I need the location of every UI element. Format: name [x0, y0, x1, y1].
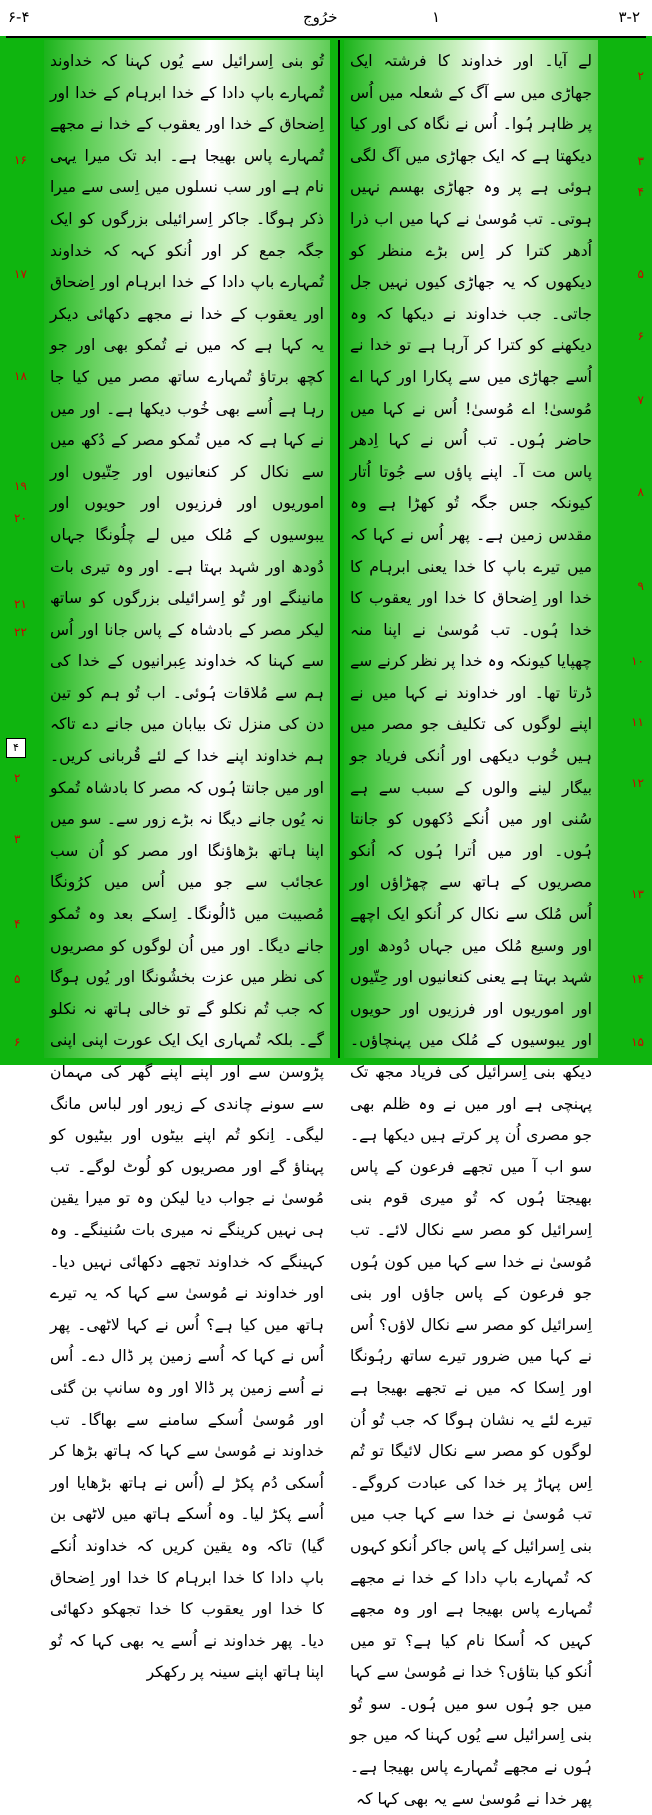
verse-number: ۱۶: [14, 153, 27, 167]
verse-number: ۱۰: [631, 654, 644, 668]
left-text-column: [44, 40, 330, 1682]
verse-number: ۱۸: [14, 369, 27, 383]
verse-number: ۱۱: [631, 715, 644, 729]
verse-number: ۶: [14, 1035, 21, 1049]
verse-number: ۹: [637, 579, 644, 593]
verse-number: ۱۴: [631, 972, 644, 986]
verse-number: ۲۰: [14, 511, 27, 525]
verse-number: ۴: [637, 185, 644, 199]
left-column-text: تُو بنی اِسرائیل سے یُوں کہنا کہ خداوند تُمہارے باپ دادا کے خدا ابرہام کے خدا اور اِضحاق کے خدا اور یعقوب کے خدا نے مجھے تُمہارے پاس بھیجا ہے۔ ابد تک میرا یہی نام ہے اور سب نسلوں میں اِسی سے میرا ذکر ہوگا۔ جاکر اِسرائیلی بزرگوں کو ایک جگہ جمع کر اور اُنکو کہہ کہ خداوند تُمہارے باپ دادا کے خدا ابرہام اور اِضحاق اور یعقوب کے خدا نے مجھے دکھائی دیکر یہ کہا ہے کہ میں نے تُمکو بھی اور جو کچھ برتاؤ تُمہارے ساتھ مصر میں کیا جا رہا ہے اُسے بھی خُوب دیکھا ہے۔ اور میں نے کہا ہے کہ میں تُمکو مصر کے دُکھ میں سے نکال کر کنعانیوں اور حِتّیوں اور اموریوں اور فرزیوں اور حویوں اور یبوسیوں کے مُلک میں لے چلُونگا جہاں دُودھ اور شہد بہتا ہے۔ اور وہ تیری بات مانینگے اور تُو اِسرائیلی بزرگوں کو ساتھ لیکر مصر کے بادشاہ کے پاس جانا اور اُس سے کہنا کہ خداوند عِبرانیوں کے خدا کی ہم سے مُلاقات ہُوئی۔ اب تُو ہم کو تین دن کی منزل تک بیابان میں جانے دے تاکہ ہم خداوند اپنے خدا کے لئے قُربانی کریں۔ اور میں جانتا ہُوں کہ مصر کا بادشاہ تُمکو نہ یُوں جانے دیگا نہ بڑے زور سے۔ سو میں اپنا ہاتھ بڑھاؤنگا اور مصر کو اُن سب عجائب سے جو میں اُس میں کرُونگا مُصیبت میں ڈالُونگا۔ اِسکے بعد وہ تُمکو جانے دیگا۔ اور میں اُن لوگوں کو مصریوں کی نظر میں عزت بخشُونگا اور یُوں ہوگا کہ جب تُم نکلو گے تو خالی ہاتھ نہ نکلو گے۔ بلکہ تُمہاری ایک ایک عورت اپنی اپنی پڑوسن سے اور اپنے اپنے گھر کی مہمان سے سونے چاندی کے زیور اور لباس مانگ لیگی۔ اِنکو تُم اپنے بیٹوں اور بیٹیوں کو پہناؤ گے اور مصریوں کو لُوٹ لوگے۔ تب مُوسیٰ نے جواب دیا لیکن وہ تو میرا یقین ہی نہیں کرینگے نہ میری بات سُنینگے۔ وہ کہینگے کہ خداوند تجھے دکھائی نہیں دیا۔ اور خداوند نے مُوسیٰ سے کہا کہ یہ تیرے ہاتھ میں کیا ہے؟ اُس نے کہا لاٹھی۔ پھر اُس نے کہا کہ اُسے زمین پر ڈال دے۔ اُس نے اُسے زمین پر ڈالا اور وہ سانپ بن گئی اور مُوسیٰ اُسکے سامنے سے بھاگا۔ تب خداوند نے مُوسیٰ سے کہا کہ ہاتھ بڑھا کر اُسکی دُم پکڑ لے (اُس نے ہاتھ بڑھایا اور اُسے پکڑ لیا۔ وہ اُسکے ہاتھ میں لاٹھی بن گیا) تاکہ وہ یقین کریں کہ خداوند اُنکے باپ دادا کا خدا ابرہام کا خدا اور اِضحاق کا خدا اور یعقوب کا خدا تجھکو دکھائی دیا۔ پھر خداوند نے اُسے یہ بھی کہا کہ تُو اپنا ہاتھ اپنے سینہ پر رکھکر: [50, 52, 324, 1682]
verse-number: ۲: [637, 69, 644, 83]
verse-number: ۱۹: [14, 479, 27, 493]
verse-number: ۸: [637, 485, 644, 499]
verse-number: ۵: [637, 267, 644, 281]
verse-number: ۱۲: [631, 776, 644, 790]
header-page-marker: ۱: [432, 8, 441, 26]
header-left-reference: ۶-۴: [8, 8, 30, 26]
verse-number: ۱۳: [631, 887, 644, 901]
verse-number: ۴: [14, 917, 21, 931]
verse-number: ۶: [637, 329, 644, 343]
page-header: [0, 0, 652, 36]
right-text-column: [344, 40, 598, 1808]
verse-number: ۱۵: [631, 1035, 644, 1049]
verse-number: ۷: [637, 393, 644, 407]
verse-number: ۲۲: [14, 625, 27, 639]
right-column-text: لے آیا۔ اور خداوند کا فرشتہ ایک جھاڑی میں سے آگ کے شعلہ میں اُس پر ظاہر ہُوا۔ اُس نے نگاہ کی اور کیا دیکھتا ہے کہ ایک جھاڑی میں آگ لگی ہوئی ہے پر وہ جھاڑی بھسم نہیں ہوتی۔ تب مُوسیٰ نے کہا میں اب ذرا اُدھر کترا کر اِس بڑے منظر کو دیکھوں کہ یہ جھاڑی کیوں نہیں جل جاتی۔ جب خداوند نے دیکھا کہ وہ دیکھنے کو کترا کر آرہا ہے تو خدا نے اُسے جھاڑی میں سے پکارا اور کہا اے مُوسیٰ! اے مُوسیٰ! اُس نے کہا میں حاضر ہُوں۔ تب اُس نے کہا اِدھر پاس مت آ۔ اپنے پاؤں سے جُوتا اُتار کیونکہ جس جگہ تُو کھڑا ہے وہ مقدس زمین ہے۔ پھر اُس نے کہا کہ میں تیرے باپ کا خدا یعنی ابرہام کا خدا اور اِضحاق کا خدا اور یعقوب کا خدا ہُوں۔ تب مُوسیٰ نے اپنا منہ چھپایا کیونکہ وہ خدا پر نظر کرنے سے ڈرتا تھا۔ اور خداوند نے کہا میں نے اپنے لوگوں کی تکلیف جو مصر میں ہیں خُوب دیکھی اور اُنکی فریاد جو بیگار لینے والوں کے سبب سے ہے سُنی اور میں اُنکے دُکھوں کو جانتا ہُوں۔ اور میں اُترا ہُوں کہ اُنکو مصریوں کے ہاتھ سے چھڑاؤں اور اُس مُلک سے نکال کر اُنکو ایک اچھے اور وسیع مُلک میں جہاں دُودھ اور شہد بہتا ہے یعنی کنعانیوں اور حِتّیوں اور اموریوں اور فرزیوں اور حویوں اور یبوسیوں کے مُلک میں پہنچاؤں۔ دیکھ بنی اِسرائیل کی فریاد مجھ تک پہنچی ہے اور میں نے وہ ظلم بھی جو مصری اُن پر کرتے ہیں دیکھا ہے۔ سو اب آ میں تجھے فرعون کے پاس بھیجتا ہُوں کہ تُو میری قوم بنی اِسرائیل کو مصر سے نکال لائے۔ تب مُوسیٰ نے خدا سے کہا میں کون ہُوں جو فرعون کے پاس جاؤں اور بنی اِسرائیل کو مصر سے نکال لاؤں؟ اُس نے کہا میں ضرور تیرے ساتھ رہُونگا اور اِسکا کہ میں نے تجھے بھیجا ہے تیرے لئے یہ نشان ہوگا کہ جب تُو اُن لوگوں کو مصر سے نکال لائیگا تو تُم اِس پہاڑ پر خدا کی عبادت کروگے۔ تب مُوسیٰ نے خدا سے کہا جب میں بنی اِسرائیل کے پاس جاکر اُنکو کہوں کہ تُمہارے باپ دادا کے خدا نے مجھے تُمہارے پاس بھیجا ہے اور وہ مجھے کہیں کہ اُسکا نام کیا ہے؟ تو میں اُنکو کیا بتاؤں؟ خدا نے مُوسیٰ سے کہا میں جو ہُوں سو میں ہُوں۔ سو تُو بنی اِسرائیل سے یُوں کہنا کہ میں جو ہُوں نے مجھے تُمہارے پاس بھیجا ہے۔ پھر خدا نے مُوسیٰ سے یہ بھی کہا کہ: [350, 52, 592, 1808]
chapter-marker: ۴: [6, 738, 26, 758]
verse-number: ۳: [14, 832, 21, 846]
book-title: خرُوج: [303, 8, 338, 26]
verse-number: ۱۷: [14, 267, 27, 281]
verse-number: ۲: [14, 771, 21, 785]
verse-number: ۲۱: [14, 597, 27, 611]
header-rule: [6, 36, 646, 38]
header-right-reference: ۳-۲: [618, 8, 640, 26]
verse-number: ۵: [14, 972, 21, 986]
verse-number: ۳: [637, 154, 644, 168]
column-divider: [338, 40, 340, 1058]
